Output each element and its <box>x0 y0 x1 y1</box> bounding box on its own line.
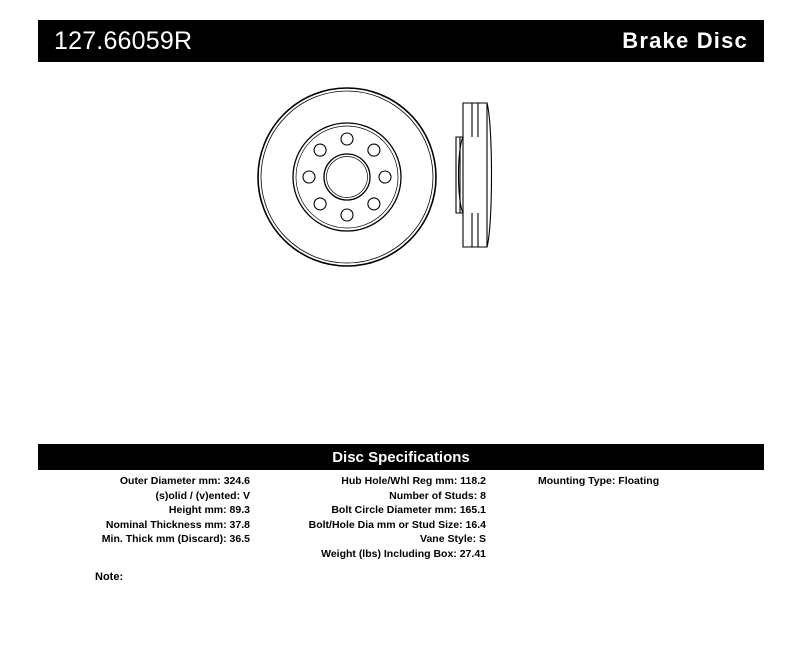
spec-vane-style: Vane Style: S <box>420 533 486 546</box>
specs-column-left <box>38 474 250 547</box>
spec-height: Height mm: 89.3 <box>168 504 250 517</box>
specs-column-middle <box>260 474 486 562</box>
header-bar <box>38 20 764 62</box>
brake-disc-front-view <box>258 88 436 266</box>
spec-hub-hole: Hub Hole/Whl Reg mm: 118.2 <box>341 475 486 487</box>
spec-weight: Weight (lbs) Including Box: 27.41 <box>321 547 486 560</box>
spec-mounting-type: Mounting Type: Floating <box>538 475 660 487</box>
brake-disc-cross-section-view <box>456 103 492 247</box>
disc-specifications-bar <box>38 444 764 470</box>
spec-solid-vented: (s)olid / (v)ented: V <box>155 489 250 502</box>
disc-specifications-title: Disc Specifications <box>332 448 470 466</box>
spec-number-of-studs: Number of Studs: 8 <box>389 489 486 502</box>
spec-nominal-thickness: Nominal Thickness mm: 37.8 <box>105 518 250 531</box>
part-number: 127.66059R <box>54 26 193 55</box>
disc-specifications-body <box>38 474 764 584</box>
spec-bolt-circle-diameter: Bolt Circle Diameter mm: 165.1 <box>331 504 486 517</box>
technical-drawing <box>250 85 580 285</box>
specs-column-right <box>538 474 764 489</box>
product-type-title: Brake Disc <box>622 28 748 53</box>
spec-bolt-hole-dia: Bolt/Hole Dia mm or Stud Size: 16.4 <box>308 518 486 531</box>
note-label: Note: <box>95 571 124 583</box>
spec-min-thickness: Min. Thick mm (Discard): 36.5 <box>101 533 250 546</box>
spec-outer-diameter: Outer Diameter mm: 324.6 <box>119 475 250 487</box>
